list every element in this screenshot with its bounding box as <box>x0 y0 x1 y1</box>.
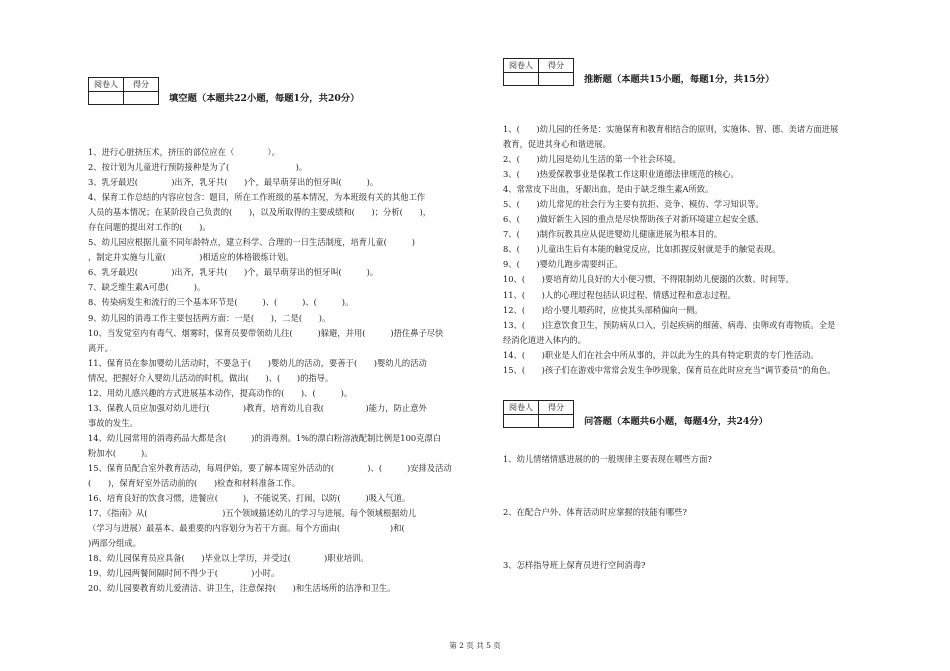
question-line: 3、乳牙最迟( )出齐，乳牙共( )个，最早萌芽出的恒牙叫( )。 <box>88 177 379 188</box>
left-column <box>88 77 492 596</box>
question-line: 离开。 <box>88 342 113 353</box>
question-line: 存在问题的提出对工作的( )。 <box>88 222 211 233</box>
question-line: 11、保育员在参加婴幼儿活动时，不要急于( )婴幼儿的活动，要善于( )婴幼儿的活动 <box>88 357 427 368</box>
question-line: 15、( )孩子们在游戏中常常会发生争吵现象，保育员在此时应充当“调节委员”的角色。 <box>503 364 836 375</box>
question-line: 12、用幼儿感兴趣的方式进展基本动作，提高动作的( )、( )。 <box>88 387 353 398</box>
question-line: 12、( )给小婴儿喂药时，应使其头部稍偏向一侧。 <box>503 304 703 315</box>
question-line: 情况，把握好介入婴幼儿活动的时机，做出( )、( )的指导。 <box>88 372 334 383</box>
question-line: 5、幼儿园应根据儿童不同年龄特点，建立科学、合理的一日生活制度，培育儿童( ) <box>88 237 416 248</box>
question-line: )两部分组成。 <box>88 538 142 549</box>
question-line: 7、( )制作玩教具应从促进婴幼儿健康进展为根本目的。 <box>503 229 723 240</box>
grader-cell[interactable] <box>89 92 124 105</box>
score-cell[interactable] <box>539 73 574 86</box>
essay-questions <box>503 452 876 573</box>
question-line: 13、保教人员应加强对幼儿进行( )教育，培育幼儿自我( )能力，防止意外 <box>88 402 427 413</box>
question-line: 经消化道进入体内的。 <box>503 334 586 345</box>
question-line: 粉加水( )。 <box>88 447 153 458</box>
question-line: 事故的发生。 <box>88 417 138 428</box>
question-line: 1、( )幼儿园的任务是：实施保育和教育相结合的原则，实施体、智、德、美诸方面进展 <box>503 124 839 134</box>
question-line: 15、保育员配合室外教育活动，每周伊始，要了解本周室外活动的( )、( )安排及活动 <box>88 462 452 473</box>
grader-cell[interactable] <box>504 73 539 86</box>
question-line: 6、乳牙最迟( )出齐，乳牙共( )个，最早萌芽出的恒牙叫( )。 <box>88 267 379 278</box>
question-line: 9、( )婴幼儿跑步需要纠正。 <box>503 259 623 270</box>
score-cell[interactable] <box>124 92 159 105</box>
grader-box <box>503 400 574 428</box>
fill-blank-questions <box>88 145 492 596</box>
grader-label: 阅卷人 <box>504 400 539 414</box>
question-line: （学习与进展）最基本、最重要的内容划分为若干方面。每个方面由( )和( <box>88 523 430 534</box>
judge-title: 推断题（本题共15小题，每题1分，共15分） <box>584 74 775 85</box>
grader-label: 阅卷人 <box>504 59 539 73</box>
score-label: 得分 <box>124 78 159 92</box>
question-line: 11、( )人的心理过程包括认识过程、情感过程和意志过程。 <box>503 289 736 300</box>
question-line: 8、传染病发生和流行的三个基本环节是( )、( )、( )。 <box>88 297 354 308</box>
grader-box <box>88 77 159 105</box>
question-line: ，制定并实施与儿童( )相适应的体格锻炼计划。 <box>88 252 294 263</box>
question-line: 13、( )注意饮食卫生，预防病从口入，引起疾病的细菌、病毒、虫卵或有毒物质。全是 <box>503 319 836 330</box>
essay-question: 1、幼儿情绪情感进展的的一般规律主要表现在哪些方面? <box>503 453 712 464</box>
judge-questions <box>503 122 876 378</box>
question-line: 18、幼儿园保育员应具备( )毕业以上学历，并受过( )职业培训。 <box>88 553 369 564</box>
fill-blank-title: 填空题（本题共22小题，每题1分，共20分） <box>169 93 360 104</box>
question-line: 9、幼儿园的消毒工作主要包括两方面：一是( )，二是( )。 <box>88 312 331 323</box>
judge-header <box>503 58 876 86</box>
question-line: 教育，促进其身心和谐进展。 <box>503 139 611 150</box>
question-line: 17、《指南》从( )五个领域描述幼儿的学习与进展。每个领域根据幼儿 <box>88 508 417 519</box>
question-line: 14、( )职业是人们在社会中所从事的，并以此为生的具有特定职责的专门性活动。 <box>503 349 819 360</box>
question-line: 16、培育良好的饮食习惯，进餐应( )，不能说笑、打闹，以防( )吸入气道。 <box>88 493 411 504</box>
question-line: 14、幼儿园常用的消毒药品大都是含( )的消毒剂。1%的漂白粉溶液配制比例是100克漂白 <box>88 432 442 443</box>
essay-header <box>503 400 876 428</box>
question-line: 4、保育工作总结的内容应包含：题目，所在工作班级的基本情况，为本班级有关的其他工作 <box>88 192 426 203</box>
grader-box <box>503 58 574 86</box>
grader-cell[interactable] <box>504 414 539 427</box>
question-line: 3、( )热爱保教事业是保教工作这职业道德法律规范的核心。 <box>503 169 739 180</box>
score-cell[interactable] <box>539 414 574 427</box>
score-label: 得分 <box>539 400 574 414</box>
right-column <box>503 58 876 611</box>
question-line: 4、常常皮下出血，牙龈出血，是由于缺乏维生素A所致。 <box>503 184 714 195</box>
question-line: 2、( )幼儿园是幼儿生活的第一个社会环境。 <box>503 154 681 165</box>
question-line: ( )，保育好室外活动前的( )检查和材料准备工作。 <box>88 478 301 489</box>
essay-title: 问答题（本题共6小题，每题4分，共24分） <box>584 415 768 427</box>
score-label: 得分 <box>539 59 574 73</box>
question-line: 6、( )做好新生入园的重点是尽快帮助孩子对新环境建立起安全感。 <box>503 214 764 225</box>
grader-label: 阅卷人 <box>89 78 124 92</box>
question-line: 1、进行心脏挤压术，挤压的部位应在（ ）。 <box>88 147 280 157</box>
page-footer: 第 2 页 共 5 页 <box>449 641 501 650</box>
question-line: 2、按计划为儿童进行预防接种是为了( )。 <box>88 162 308 173</box>
question-line: 8、( )儿童出生后有本能的触觉反应，比如抓握反射就是手的触觉表现。 <box>503 244 781 255</box>
essay-question: 2、在配合户外、体育活动时应掌握的技能有哪些? <box>503 506 687 517</box>
fill-blank-header <box>88 77 492 105</box>
essay-question: 3、怎样指导班上保育员进行空间消毒? <box>503 559 646 570</box>
question-line: 人员的基本情况；在某阶段自己负责的( )，以及所取得的主要成绩和( )；分析( )， <box>88 207 432 218</box>
question-line: 19、幼儿园两餐间隔时间不得少于( )小时。 <box>88 568 280 579</box>
question-line: 10、当发觉室内有毒气、烟雾时，保育员要带领幼儿往( )躲避，并用( )捂住鼻子尽快 <box>88 327 444 338</box>
question-line: 20、幼儿园要教育幼儿爱清洁、讲卫生，注意保持( )和生活场所的洁净和卫生。 <box>88 583 396 594</box>
question-line: 10、( )要培育幼儿良好的大小便习惯，不得限制幼儿便溺的次数、时间等。 <box>503 274 794 285</box>
question-line: 5、( )幼儿常见的社会行为主要有抗拒、竞争、模仿、学习知识等。 <box>503 199 764 210</box>
question-line: 7、缺乏维生素A可患( )。 <box>88 282 206 293</box>
